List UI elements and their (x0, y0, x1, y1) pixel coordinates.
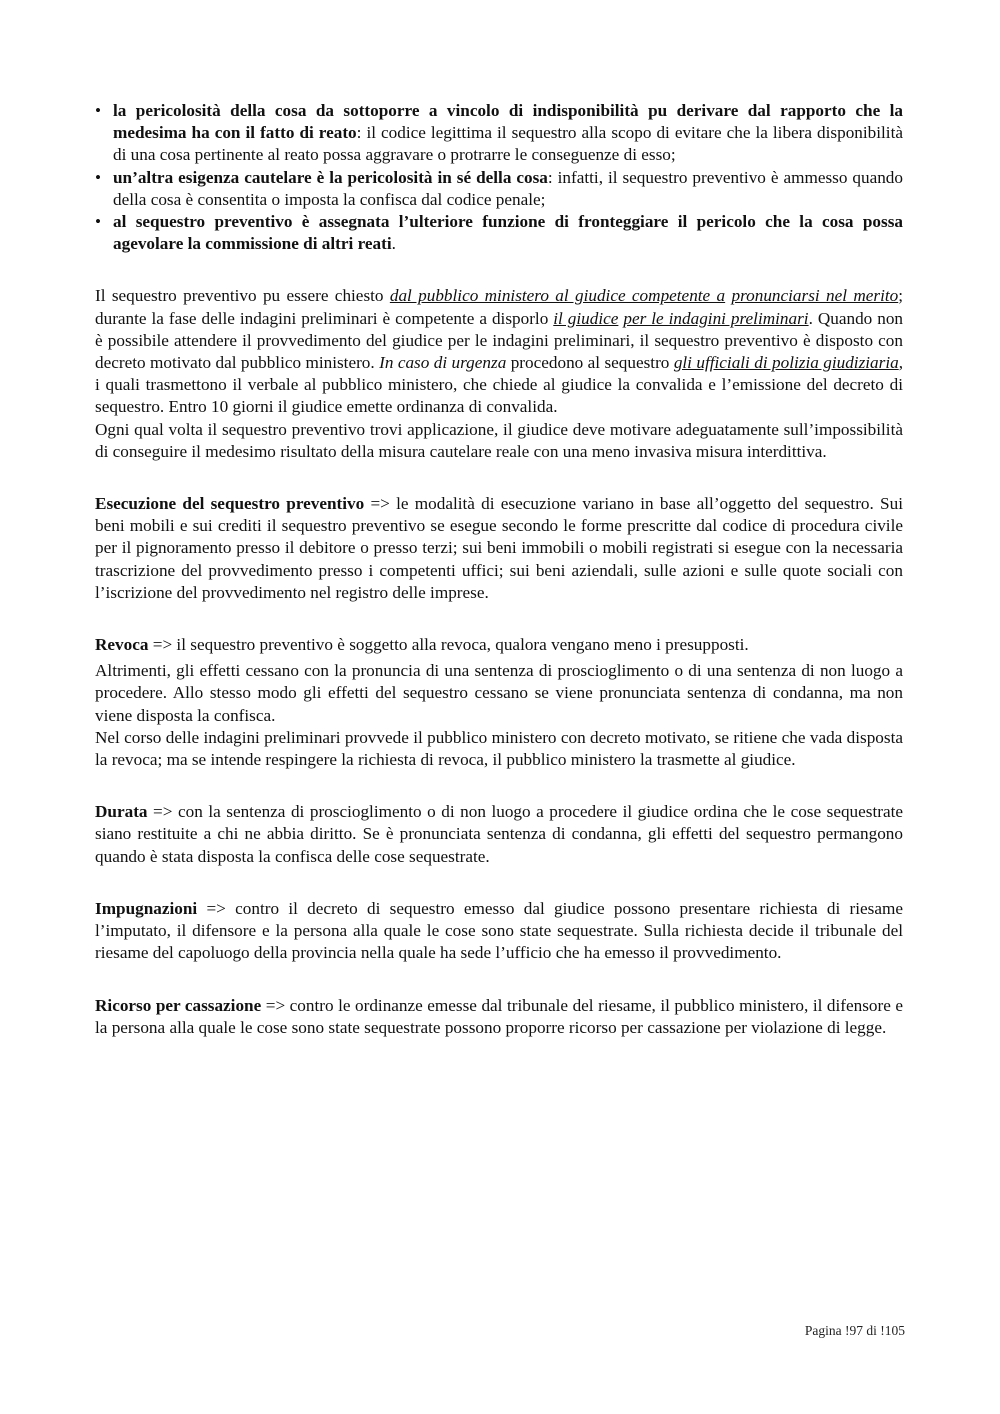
text-run: ; durante la fase delle indagini preliminari è competente a disporlo (95, 286, 904, 328)
document-page (95, 100, 903, 1039)
section-heading: Revoca (95, 635, 149, 655)
underlined-phrase: pronunciarsi nel merito (731, 286, 899, 306)
bullet-bold-text: la pericolosità della cosa da sottoporre a vincolo di indisponibilità pu derivare dal rapporto che la medesima ha con il fatto di reato (113, 101, 903, 143)
paragraph-altrimenti: Altrimenti, gli effetti cessano con la pronuncia di una sentenza di proscioglimento o di una sentenza di non luogo a procedere. Allo stesso modo gli effetti del sequestro cessano se viene pronunciata sentenza di condanna, ma non viene disposta la confisca. (95, 661, 903, 725)
section-durata (95, 801, 903, 868)
bullet-bold-text: al sequestro preventivo è assegnata l’ulteriore funzione di fronteggiare il pericolo che la cosa possa agevolare la commissione di altri reati (113, 212, 903, 254)
section-text: => con la sentenza di proscioglimento o di non luogo a procedere il giudice ordina che le cose sequestrate siano restituite a chi ne abbia diritto. Se è pronunciata sentenza di condanna, gli effetti del sequestro permangono quando è stata disposta la confisca delle cose sequestrate. (95, 802, 903, 866)
underlined-phrase: il giudice (553, 308, 619, 328)
bullet-item (95, 167, 903, 211)
section-heading: Impugnazioni (95, 898, 198, 918)
italic-phrase: In caso di urgenza (379, 353, 507, 373)
section-text: => le modalità di esecuzione variano in base all’oggetto del sequestro. Sui beni mobili e sui crediti il sequestro preventivo se esegue secondo le forme prescritte dal codice di procedura civile per il pignoramento presso il debitore o presso terzi; sui beni immobili o mobili registrati si esegue con la necessaria trascrizione del provvedimento presso i competenti uffici; sui beni aziendali, sulle azioni e sulle quote sociali con l’iscrizione del provvedimento nel registro delle imprese. (95, 494, 903, 602)
text-run: , i quali trasmettono il verbale al pubblico ministero, che chiede al giudice la convalida e l’emissione del decreto di sequestro. Entro 10 giorni il giudice emette ordinanza di convalida. (95, 353, 903, 417)
underlined-phrase: dal pubblico ministero al giudice competente a (389, 286, 726, 306)
bullet-icon: • (95, 101, 102, 120)
bullet-list (95, 100, 903, 255)
paragraph-ogni-qual-volta: Ogni qual volta il sequestro preventivo trovi applicazione, il giudice deve motivare adeguatamente sull’impossibilità di conseguire il medesimo risultato della misura cautelare reale con una meno invasiva misura interdittiva. (95, 419, 903, 461)
section-text: => contro le ordinanze emesse dal tribunale del riesame, il pubblico ministero, il difensore e la persona alla quale le cose sono state sequestrate possono proporre ricorso per cassazione per violazione di legge. (95, 995, 903, 1037)
bullet-bold-text: un’altra esigenza cautelare è la pericolosità in sé della cosa (113, 167, 548, 187)
section-impugnazioni (95, 898, 903, 965)
section-heading: Ricorso per cassazione (95, 995, 262, 1015)
bullet-item (95, 100, 903, 167)
bullet-item (95, 211, 903, 255)
page-number-footer: Pagina !97 di !105 (804, 1323, 905, 1338)
text-run: procedono al sequestro (506, 353, 674, 373)
section-esecuzione (95, 493, 903, 604)
text-run: Il sequestro preventivo pu essere chiesto (95, 286, 390, 306)
section-revoca (95, 634, 903, 656)
section-heading: Durata (95, 802, 148, 822)
paragraph-sequestro-chiesto (95, 285, 903, 418)
bullet-icon: • (95, 212, 102, 232)
section-ricorso (95, 995, 903, 1039)
section-text: => il sequestro preventivo è soggetto alla revoca, qualora vengano meno i presupposti. (148, 635, 749, 655)
section-heading: Esecuzione del sequestro preventivo (95, 494, 365, 514)
text-run: . Quando non è possibile attendere il provvedimento del giudice per le indagini preliminari, il sequestro preventivo è disposto con decreto motivato dal pubblico ministero. (95, 308, 904, 373)
underlined-phrase: per le indagini preliminari (623, 308, 809, 328)
underlined-phrase: gli ufficiali di polizia giudiziaria (673, 353, 899, 373)
paragraph-nel-corso: Nel corso delle indagini preliminari provvede il pubblico ministero con decreto motivato, se ritiene che vada disposta la revoca; ma se intende respingere la richiesta di revoca, il pubblico ministero la trasmette al giudice. (95, 727, 903, 770)
section-text: => contro il decreto di sequestro emesso dal giudice possono presentare richiesta di riesame l’imputato, il difensore e la persona alla quale le cose sono state sequestrate. Sulla richiesta decide il tribunale del riesame del capoluogo della provincia nella quale ha sede l’ufficio che ha emesso il provvedimento. (95, 898, 903, 963)
bullet-icon: • (95, 167, 102, 187)
bullet-text: . (391, 234, 396, 254)
bullet-text: : il codice legittima il sequestro alla scopo di evitare che la libera disponibilità di una cosa pertinente al reato possa aggravare o protrarre le conseguenze di esso; (113, 123, 903, 165)
bullet-text: : infatti, il sequestro preventivo è ammesso quando della cosa è consentita o imposta la confisca dal codice penale; (113, 167, 903, 209)
